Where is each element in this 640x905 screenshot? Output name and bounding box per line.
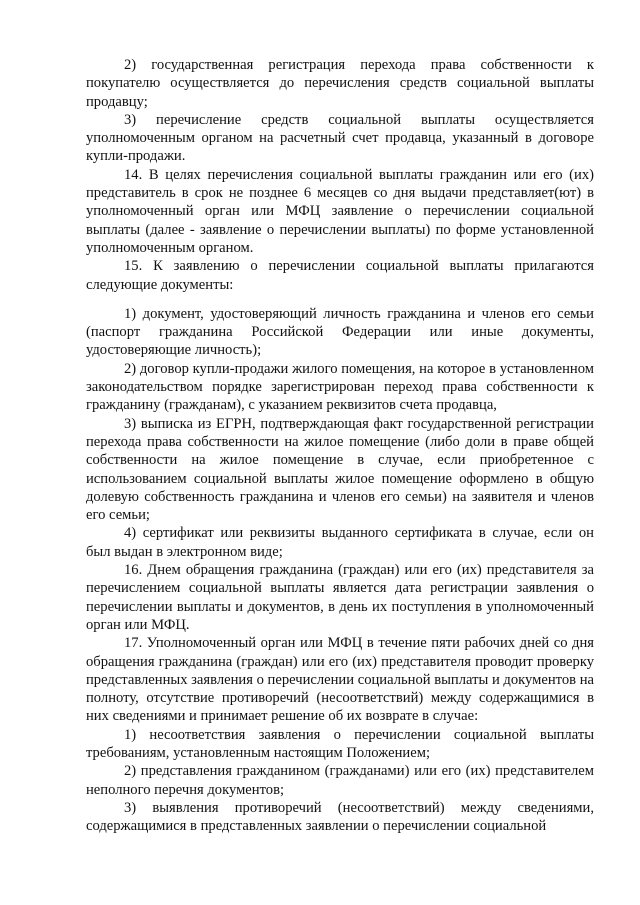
paragraph-reason-3: 3) выявления противоречий (несоответствий) между сведениями, содержащимися в представленных заявлении о перечислении социальной — [86, 799, 594, 835]
paragraph-clause-16: 16. Днем обращения гражданина (граждан) или его (их) представителя за перечислением социальной выплаты является дата регистрации заявления о перечислении выплаты и документов, в день их поступления в уполномоченный орган или МФЦ. — [86, 562, 594, 633]
paragraph-reason-1: 1) несоответствия заявления о перечислении социальной выплаты требованиям, установленным настоящим Положением; — [86, 726, 594, 761]
paragraph-item-2-registration: 2) государственная регистрация перехода права собственности к покупателю осуществляется до перечисления средств социальной выплаты продавцу; — [86, 57, 594, 110]
paragraph-item-3-transfer: 3) перечисление средств социальной выплаты осуществляется уполномоченным органом на расчетный счет продавца, указанный в договоре купли-продажи. — [86, 111, 594, 165]
paragraph-clause-17: 17. Уполномоченный орган или МФЦ в течение пяти рабочих дней со дня обращения гражданина (граждан) или его (их) представителя проводит проверку представленных заявления о перечислении социальной выплаты и документов на полноту, отсутствие противоречий (несоответствий) между содержащимися в них сведениями и принимает решение об их возврате в случае: — [86, 635, 594, 725]
document-body — [86, 56, 594, 835]
paragraph-doc-3-egrn: 3) выписка из ЕГРН, подтверждающая факт государственной регистрации перехода права собственности на жилое помещение (либо доли в праве общей собственности на жилое помещение в случае, если приобретенное с использованием социальной выплаты жилое помещение оформлено в общую долевую собственность гражданина и членов его семьи) на заявителя и членов его семьи; — [86, 415, 594, 524]
paragraph-doc-2-contract: 2) договор купли-продажи жилого помещения, на которое в установленном законодательством порядке зарегистрирован переход права собственности к гражданину (гражданам), с указанием реквизитов счета продавца, — [86, 360, 594, 414]
paragraph-doc-4-certificate: 4) сертификат или реквизиты выданного сертификата в случае, если он был выдан в электронном виде; — [86, 525, 594, 560]
paragraph-reason-2: 2) представления гражданином (гражданами) или его (их) представителем неполного перечня документов; — [86, 763, 594, 798]
paragraph-clause-15: 15. К заявлению о перечислении социальной выплаты прилагаются следующие документы: — [86, 258, 594, 293]
paragraph-doc-1-passport: 1) документ, удостоверяющий личность гражданина и членов его семьи (паспорт гражданина Российской Федерации или иные документы, удостоверяющие личность); — [86, 305, 594, 359]
paragraph-clause-14: 14. В целях перечисления социальной выплаты гражданин или его (их) представитель в срок не позднее 6 месяцев со дня выдачи представляет(ют) в уполномоченный орган или МФЦ заявление о перечислении социальной выплаты (далее - заявление о перечислении выплаты) по форме установленной уполномоченным органом. — [86, 166, 594, 256]
